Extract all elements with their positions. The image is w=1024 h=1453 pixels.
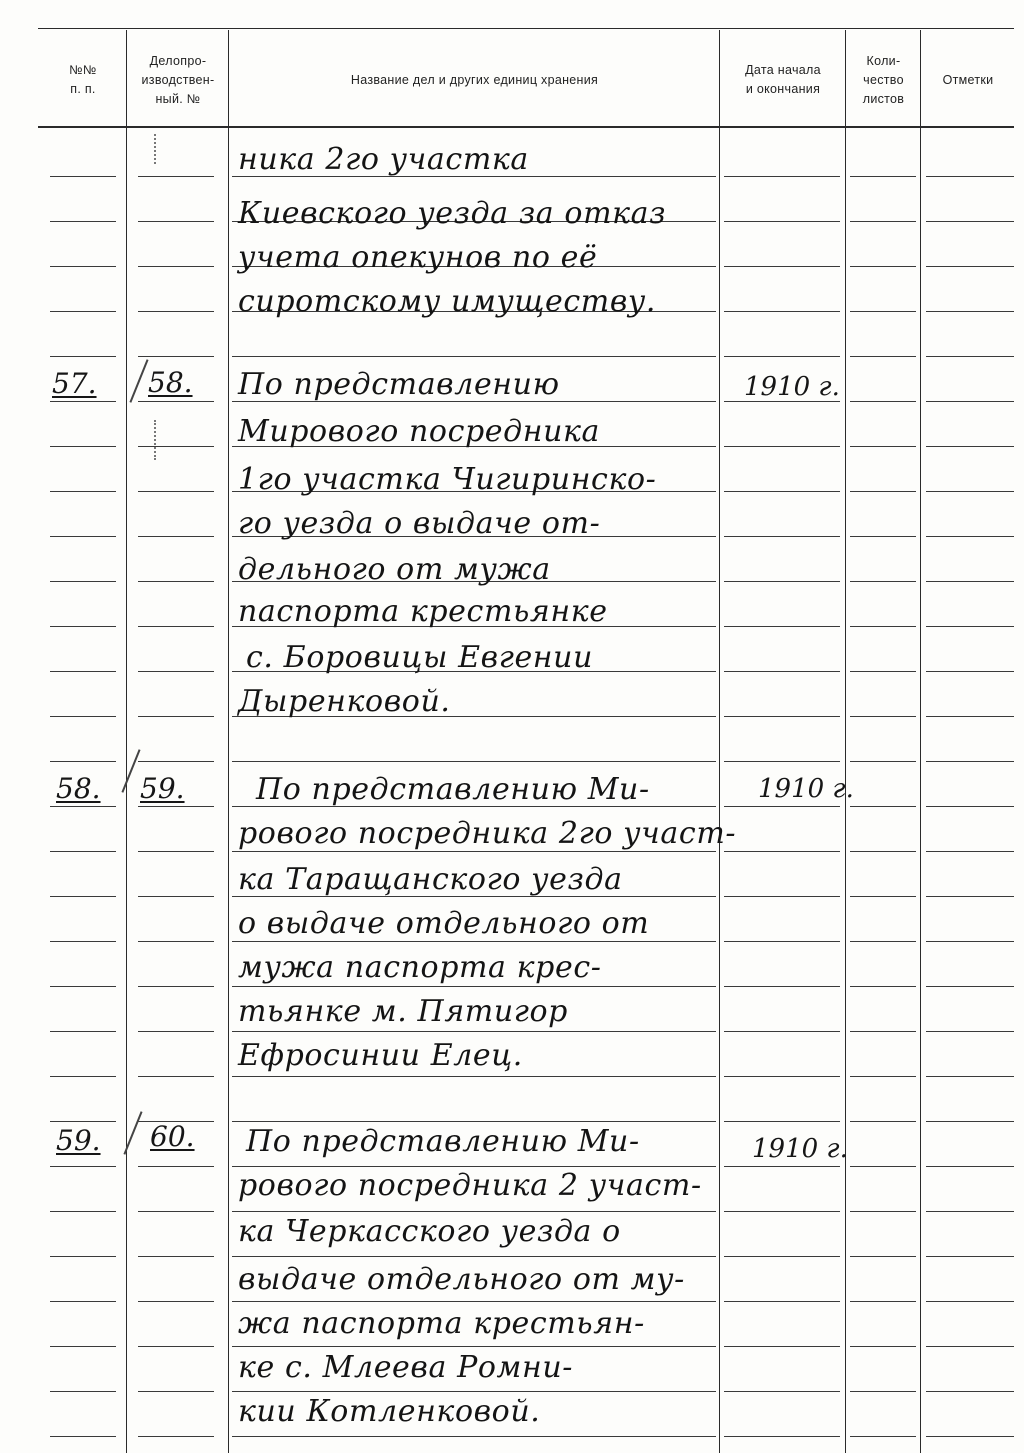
ruled-line bbox=[724, 1256, 840, 1257]
ruled-line bbox=[232, 1031, 716, 1032]
ruled-line bbox=[724, 941, 840, 942]
ruled-line bbox=[138, 806, 214, 807]
ruled-line bbox=[724, 986, 840, 987]
ruled-line bbox=[850, 1076, 916, 1077]
ruled-line bbox=[138, 266, 214, 267]
entry-title-line: По представлению Ми- bbox=[256, 772, 650, 807]
header-number: №№ п. п. bbox=[69, 63, 97, 96]
ruled-line bbox=[724, 1391, 840, 1392]
ruled-line bbox=[724, 356, 840, 357]
ruled-line bbox=[138, 1391, 214, 1392]
ruled-line bbox=[138, 1031, 214, 1032]
ruled-line bbox=[926, 761, 1014, 762]
ruled-line bbox=[850, 176, 916, 177]
ruled-line bbox=[850, 311, 916, 312]
ruled-line bbox=[50, 1166, 116, 1167]
ruled-line bbox=[724, 626, 840, 627]
ruled-line bbox=[926, 671, 1014, 672]
ruled-line bbox=[850, 716, 916, 717]
ruled-line bbox=[138, 1256, 214, 1257]
ruled-line bbox=[138, 1211, 214, 1212]
ruled-line bbox=[50, 1076, 116, 1077]
ruled-line bbox=[50, 1256, 116, 1257]
entry-office-number: 60. bbox=[150, 1120, 195, 1153]
ruled-line bbox=[232, 1301, 716, 1302]
ruled-line bbox=[138, 716, 214, 717]
ruled-line bbox=[850, 1031, 916, 1032]
ruled-line bbox=[232, 1391, 716, 1392]
ruled-line bbox=[724, 761, 840, 762]
ruled-line bbox=[138, 221, 214, 222]
entry-number: 57. bbox=[52, 367, 97, 400]
ruled-line bbox=[138, 581, 214, 582]
ruled-line bbox=[50, 1436, 116, 1437]
ruled-line bbox=[926, 1031, 1014, 1032]
ruled-line bbox=[232, 1166, 716, 1167]
ruled-line bbox=[50, 581, 116, 582]
dotted-mark bbox=[154, 420, 158, 460]
ruled-line bbox=[138, 1301, 214, 1302]
ruled-line bbox=[232, 986, 716, 987]
ruled-line bbox=[138, 896, 214, 897]
check-mark bbox=[121, 749, 140, 792]
ruled-line bbox=[50, 491, 116, 492]
ruled-line bbox=[50, 941, 116, 942]
entry-title-line: мужа паспорта крес- bbox=[238, 950, 602, 985]
entry-title-line: ка Черкасского уезда о bbox=[238, 1214, 621, 1249]
entry-title-line: выдаче отдельного от му- bbox=[238, 1262, 685, 1297]
check-mark bbox=[129, 359, 148, 402]
ruled-line bbox=[850, 1211, 916, 1212]
ruled-line bbox=[724, 1346, 840, 1347]
ruled-line bbox=[138, 671, 214, 672]
ruled-line bbox=[50, 311, 116, 312]
header-bottom-border bbox=[38, 126, 1014, 128]
ruled-line bbox=[50, 401, 116, 402]
ruled-line bbox=[850, 1121, 916, 1122]
ruled-line bbox=[850, 1256, 916, 1257]
header-dates: Дата начала и окончания bbox=[745, 63, 821, 96]
ruled-line bbox=[724, 176, 840, 177]
ruled-line bbox=[926, 266, 1014, 267]
column-divider bbox=[920, 30, 921, 1453]
ruled-line bbox=[50, 986, 116, 987]
ruled-line bbox=[926, 941, 1014, 942]
ruled-line bbox=[850, 761, 916, 762]
ruled-line bbox=[724, 1166, 840, 1167]
ruled-line bbox=[50, 896, 116, 897]
ruled-line bbox=[724, 446, 840, 447]
entry-office-number: 59. bbox=[140, 772, 185, 805]
ruled-line bbox=[138, 761, 214, 762]
ruled-line bbox=[724, 806, 840, 807]
ruled-line bbox=[232, 761, 716, 762]
ruled-line bbox=[850, 266, 916, 267]
entry-title-line: с. Боровицы Евгении bbox=[246, 640, 594, 675]
ruled-line bbox=[850, 671, 916, 672]
ruled-line bbox=[850, 941, 916, 942]
ruled-line bbox=[926, 311, 1014, 312]
column-divider bbox=[719, 30, 720, 1453]
entry-title-line: ка Таращанского уезда bbox=[238, 862, 623, 897]
entry-title-line: паспорта крестьянке bbox=[238, 594, 608, 629]
entry-title-line: Мирового посредника bbox=[238, 414, 601, 449]
ruled-line bbox=[926, 626, 1014, 627]
entry-title-line: о выдаче отдельного от bbox=[238, 906, 650, 941]
ruled-line bbox=[926, 401, 1014, 402]
ruled-line bbox=[926, 1346, 1014, 1347]
ruled-line bbox=[850, 1346, 916, 1347]
entry-title-line: кии Котленковой. bbox=[238, 1394, 541, 1429]
ruled-line bbox=[724, 1031, 840, 1032]
ruled-line bbox=[50, 176, 116, 177]
ruled-line bbox=[850, 806, 916, 807]
ruled-line bbox=[138, 1166, 214, 1167]
ruled-line bbox=[850, 1391, 916, 1392]
entry-title-line: 1го участка Чигиринско- bbox=[238, 462, 657, 497]
ruled-line bbox=[724, 1076, 840, 1077]
ruled-line bbox=[50, 806, 116, 807]
entry-title-line: По представлению bbox=[238, 367, 560, 402]
ruled-line bbox=[50, 1121, 116, 1122]
ruled-line bbox=[138, 356, 214, 357]
ruled-line bbox=[50, 1211, 116, 1212]
ruled-line bbox=[926, 1436, 1014, 1437]
entry-title-line: тьянке м. Пятигор bbox=[238, 994, 568, 1029]
ruled-line bbox=[926, 1166, 1014, 1167]
ruled-line bbox=[138, 176, 214, 177]
entry-number: 58. bbox=[56, 772, 101, 805]
entry-title-line: Ефросинии Елец. bbox=[238, 1038, 523, 1073]
ruled-line bbox=[926, 1211, 1014, 1212]
header-notes: Отметки bbox=[942, 72, 994, 87]
ruled-line bbox=[50, 356, 116, 357]
table-top-border bbox=[38, 28, 1014, 29]
header-office-number: Делопро- изводствен- ный. № bbox=[141, 53, 215, 106]
ruled-line bbox=[50, 266, 116, 267]
ruled-line bbox=[724, 716, 840, 717]
ruled-line bbox=[850, 896, 916, 897]
ruled-line bbox=[724, 896, 840, 897]
ruled-line bbox=[850, 221, 916, 222]
dotted-mark bbox=[154, 134, 158, 164]
ruled-line bbox=[50, 1031, 116, 1032]
entry-date: 1910 г. bbox=[744, 372, 840, 402]
entry-date: 1910 г. bbox=[752, 1134, 848, 1164]
ruled-line bbox=[850, 626, 916, 627]
ruled-line bbox=[926, 1076, 1014, 1077]
ruled-line bbox=[138, 851, 214, 852]
ruled-line bbox=[138, 986, 214, 987]
entry-date: 1910 г. bbox=[758, 774, 854, 804]
ruled-line bbox=[926, 716, 1014, 717]
ruled-line bbox=[232, 1076, 716, 1077]
ruled-line bbox=[926, 536, 1014, 537]
ruled-line bbox=[850, 581, 916, 582]
ruled-line bbox=[50, 1301, 116, 1302]
ruled-line bbox=[138, 941, 214, 942]
ruled-line bbox=[232, 941, 716, 942]
entry-office-number: 58. bbox=[148, 366, 193, 399]
continuation-line: ника 2го участка bbox=[238, 142, 529, 177]
continuation-line: учета опекунов по её bbox=[238, 240, 598, 275]
ruled-line bbox=[926, 176, 1014, 177]
ruled-line bbox=[50, 761, 116, 762]
ruled-line bbox=[926, 1391, 1014, 1392]
ruled-line bbox=[232, 1121, 716, 1122]
entry-title-line: го уезда о выдаче от- bbox=[238, 506, 601, 541]
ruled-line bbox=[850, 401, 916, 402]
ruled-line bbox=[50, 716, 116, 717]
ruled-line bbox=[850, 536, 916, 537]
ruled-line bbox=[138, 626, 214, 627]
ruled-line bbox=[232, 356, 716, 357]
ruled-line bbox=[50, 671, 116, 672]
ruled-line bbox=[232, 1436, 716, 1437]
ruled-line bbox=[926, 221, 1014, 222]
ruled-line bbox=[926, 851, 1014, 852]
entry-title-line: ке с. Млеева Ромни- bbox=[238, 1350, 574, 1385]
entry-number: 59. bbox=[56, 1124, 101, 1157]
entry-title-line: рового посредника 2го участ- bbox=[238, 816, 737, 851]
ruled-line bbox=[138, 1076, 214, 1077]
ruled-line bbox=[50, 1391, 116, 1392]
ruled-line bbox=[926, 1256, 1014, 1257]
ruled-line bbox=[724, 851, 840, 852]
ruled-line bbox=[850, 356, 916, 357]
ruled-line bbox=[724, 1301, 840, 1302]
ruled-line bbox=[724, 1211, 840, 1212]
ruled-line bbox=[138, 1346, 214, 1347]
ruled-line bbox=[850, 1301, 916, 1302]
ruled-line bbox=[850, 1166, 916, 1167]
ruled-line bbox=[926, 1121, 1014, 1122]
header-sheets: Коли- чество листов bbox=[862, 53, 905, 106]
continuation-line: сиротскому имуществу. bbox=[238, 284, 657, 319]
ruled-line bbox=[138, 536, 214, 537]
ruled-line bbox=[724, 266, 840, 267]
ruled-line bbox=[724, 536, 840, 537]
ruled-line bbox=[724, 221, 840, 222]
entry-title-line: жа паспорта крестьян- bbox=[238, 1306, 645, 1341]
ruled-line bbox=[138, 1436, 214, 1437]
entry-title-line: дельного от мужа bbox=[238, 552, 551, 587]
ruled-line bbox=[50, 851, 116, 852]
ruled-line bbox=[232, 1211, 716, 1212]
ruled-line bbox=[232, 1346, 716, 1347]
ruled-line bbox=[724, 671, 840, 672]
ruled-line bbox=[50, 1346, 116, 1347]
column-divider bbox=[126, 30, 127, 1453]
ruled-line bbox=[926, 491, 1014, 492]
ruled-line bbox=[926, 446, 1014, 447]
ruled-line bbox=[724, 581, 840, 582]
column-divider bbox=[228, 30, 229, 1453]
ruled-line bbox=[926, 356, 1014, 357]
entry-title-line: рового посредника 2 участ- bbox=[238, 1168, 702, 1203]
ruled-line bbox=[138, 491, 214, 492]
ruled-line bbox=[138, 446, 214, 447]
ruled-line bbox=[50, 536, 116, 537]
entry-title-line: Дыренковой. bbox=[238, 684, 451, 719]
ruled-line bbox=[850, 851, 916, 852]
ruled-line bbox=[724, 311, 840, 312]
column-divider bbox=[845, 30, 846, 1453]
ruled-line bbox=[232, 1256, 716, 1257]
ruled-line bbox=[926, 1301, 1014, 1302]
ruled-line bbox=[926, 581, 1014, 582]
ruled-line bbox=[232, 851, 716, 852]
entry-title-line: По представлению Ми- bbox=[246, 1124, 640, 1159]
ruled-line bbox=[926, 896, 1014, 897]
ruled-line bbox=[724, 1436, 840, 1437]
ruled-line bbox=[50, 221, 116, 222]
ruled-line bbox=[138, 311, 214, 312]
ruled-line bbox=[850, 986, 916, 987]
ruled-line bbox=[50, 446, 116, 447]
ruled-line bbox=[926, 986, 1014, 987]
continuation-line: Киевского уезда за отказ bbox=[238, 196, 667, 231]
ruled-line bbox=[850, 446, 916, 447]
ruled-line bbox=[850, 1436, 916, 1437]
header-title: Название дел и других единиц хранения bbox=[350, 72, 599, 87]
ruled-line bbox=[926, 806, 1014, 807]
ruled-line bbox=[50, 626, 116, 627]
ruled-line bbox=[138, 401, 214, 402]
ruled-line bbox=[724, 1121, 840, 1122]
ruled-line bbox=[724, 491, 840, 492]
ruled-line bbox=[850, 491, 916, 492]
